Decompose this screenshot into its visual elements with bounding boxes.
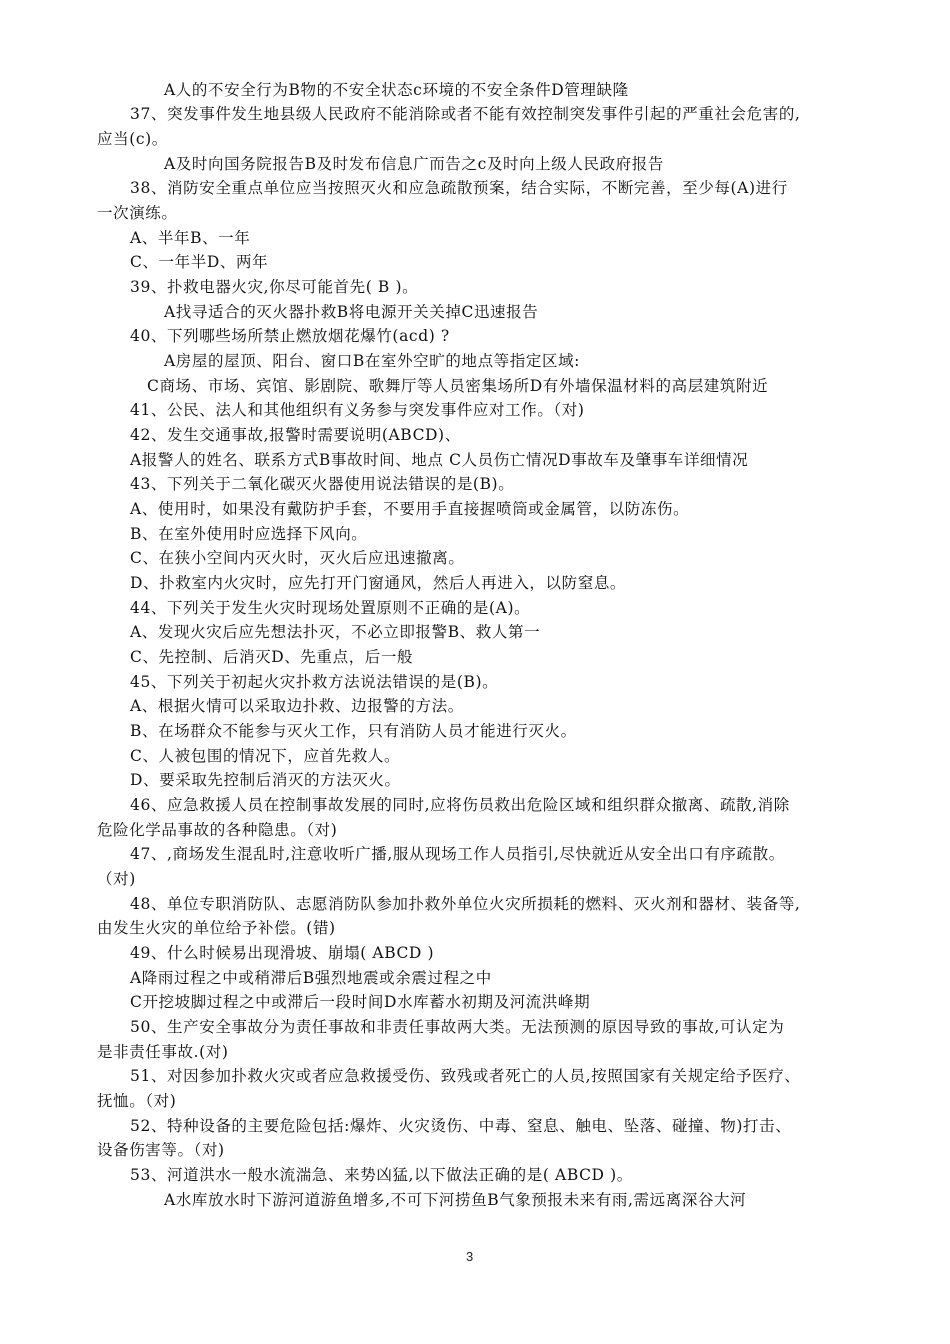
- text-line: B、在场群众不能参与灭火工作，只有消防人员才能进行灭火。: [130, 722, 577, 740]
- text-line: 45、下列关于初起火灾扑救方法说法错误的是(B)。: [130, 673, 499, 691]
- text-line: C、在狭小空间内灭火时，灭火后应迅速撤离。: [130, 549, 465, 567]
- text-line: 设备伤害等。（对): [97, 1141, 225, 1159]
- text-line: 47、,商场发生混乱时,注意收听广播,服从现场工作人员指引,尽快就近从安全出口有序疏散。: [130, 845, 785, 863]
- text-line: D、扑救室内火灾时，应先打开门窗通风，然后人再进入，以防窒息。: [130, 574, 627, 592]
- text-line: 48、单位专职消防队、志愿消防队参加扑救外单位火灾所损耗的燃料、灭火剂和器材、装备等,: [130, 895, 801, 913]
- text-line: C、先控制、后消灭D、先重点，后一般: [130, 648, 414, 666]
- text-line: C、一年半D、两年: [130, 253, 269, 271]
- text-line: 49、什么时候易出现滑坡、崩塌( ABCD ): [130, 944, 435, 962]
- text-line: A、使用时，如果没有戴防护手套，不要用手直接握喷筒或金属管，以防冻伤。: [130, 500, 690, 518]
- text-line: A、半年B、一年: [130, 229, 251, 247]
- text-line: C开挖坡脚过程之中或滞后一段时间D水库蓄水初期及河流洪峰期: [130, 993, 591, 1011]
- text-line: 52、特种设备的主要危险包括:爆炸、火灾烫伤、中毒、窒息、触电、坠落、碰撞、物)打击、: [130, 1117, 792, 1135]
- text-line: 50、生产安全事故分为责任事故和非责任事故两大类。无法预测的原因导致的事故,可认定为: [130, 1018, 785, 1036]
- text-line: 40、下列哪些场所禁止燃放烟花爆竹(acd) ?: [130, 327, 450, 345]
- text-line: 43、下列关于二氧化碳灭火器使用说法错误的是(B)。: [130, 475, 515, 493]
- text-line: （对): [97, 870, 136, 888]
- text-line: 37、突发事件发生地县级人民政府不能消除或者不能有效控制突发事件引起的严重社会危害的,: [130, 105, 801, 123]
- text-line: 由发生火灾的单位给予补偿。(错): [97, 919, 336, 937]
- text-line: 抚恤。（对): [97, 1092, 177, 1110]
- text-line: 应当(c)。: [97, 130, 168, 148]
- text-line: 41、公民、法人和其他组织有义务参与突发事件应对工作。（对): [130, 401, 585, 419]
- text-line: 一次演练。: [97, 204, 178, 222]
- text-line: A报警人的姓名、联系方式B事故时间、地点 C人员伤亡情况D事故车及肇事车详细情况: [130, 451, 749, 469]
- text-line: A房屋的屋顶、阳台、窗口B在室外空旷的地点等指定区域:: [164, 352, 581, 370]
- text-line: A及时向国务院报告B及时发布信息广而告之c及时向上级人民政府报告: [164, 155, 664, 173]
- text-line: 53、河道洪水一般水流湍急、来势凶猛,以下做法正确的是( ABCD )。: [130, 1166, 633, 1184]
- text-line: B、在室外使用时应选择下风向。: [130, 525, 368, 543]
- text-line: 44、下列关于发生火灾时现场处置原则不正确的是(A)。: [130, 599, 531, 617]
- text-line: D、要采取先控制后消灭的方法灭火。: [130, 771, 401, 789]
- text-line: A、发现火灾后应先想法扑灭，不必立即报警B、救人第一: [130, 623, 541, 641]
- text-line: 39、扑救电器火灾,你尽可能首先( B )。: [130, 278, 419, 296]
- text-line: A降雨过程之中或稍滞后B强烈地震或余震过程之中: [130, 969, 492, 987]
- text-line: A人的不安全行为B物的不安全状态c环境的不安全条件D管理缺隆: [164, 81, 629, 99]
- text-line: C、人被包围的情况下，应首先救人。: [130, 747, 401, 765]
- text-line: 51、对因参加扑救火灾或者应急救援受伤、致残或者死亡的人员,按照国家有关规定给予医疗、: [130, 1067, 801, 1085]
- page-number: 3: [466, 1249, 474, 1264]
- text-line: 是非责任事故.(对): [97, 1043, 229, 1061]
- text-line: A找寻适合的灭火器扑救B将电源开关关掉C迅速报告: [164, 303, 539, 321]
- text-line: A水库放水时下游河道游鱼增多,不可下河捞鱼B气象预报未来有雨,需远离深谷大河: [164, 1191, 747, 1209]
- text-line: 38、消防安全重点单位应当按照灭火和应急疏散预案，结合实际，不断完善，至少每(A)进行: [130, 179, 788, 197]
- text-line: 46、应急救援人员在控制事故发展的同时,应将伤员救出危险区域和组织群众撤离、疏散,消除: [130, 796, 790, 814]
- text-line: C商场、市场、宾馆、影剧院、歌舞厅等人员密集场所D有外墙保温材料的高层建筑附近: [147, 377, 769, 395]
- text-line: A、根据火情可以采取边扑救、边报警的方法。: [130, 697, 464, 715]
- text-line: 危险化学品事故的各种隐患。（对): [97, 821, 338, 839]
- text-line: 42、发生交通事故,报警时需要说明(ABCD)、: [130, 426, 461, 444]
